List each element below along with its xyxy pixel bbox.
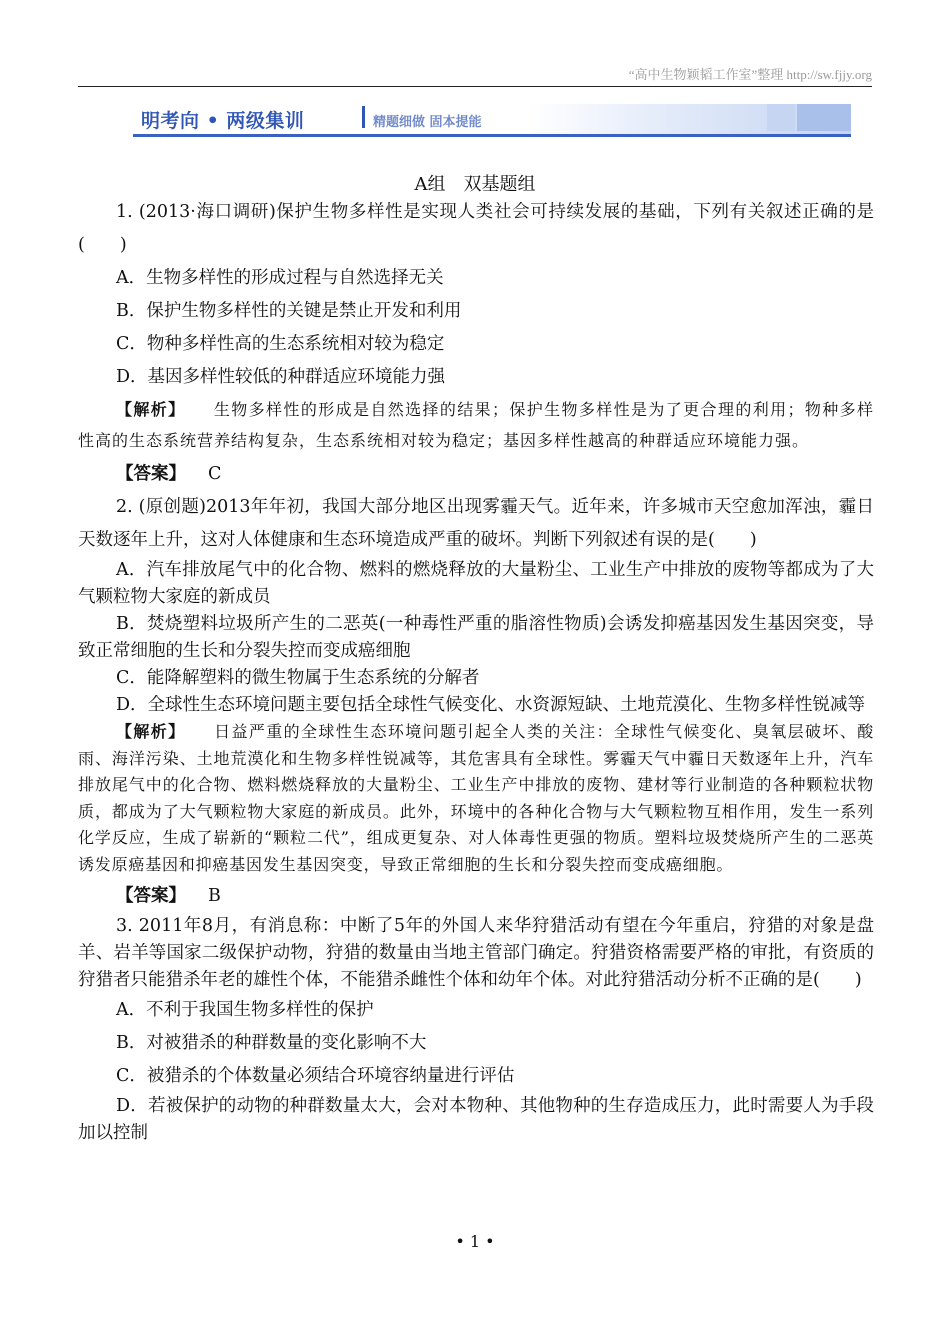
question-1-option-b: B．保护生物多样性的关键是禁止开发和利用 xyxy=(116,301,462,321)
question-1-option-a: A．生物多样性的形成过程与自然选择无关 xyxy=(116,268,444,288)
question-2-analysis xyxy=(78,719,874,878)
question-3-option-a: A．不利于我国生物多样性的保护 xyxy=(116,1000,374,1020)
banner-decor-block xyxy=(767,104,795,131)
section-title: A组 双基题组 xyxy=(414,174,536,195)
question-3-stem: 3. 2011年8月，有消息称：中断了5年的外国人来华狩猎活动有望在今年重启，狩猎的对象是盘羊、岩羊等国家二级保护动物，狩猎的数量由当地主管部门确定。狩猎资格需要严格的审批，有资质的狩猎者只能猎杀年老的雄性个体，不能猎杀雌性个体和幼年个体。对此狩猎活动分析不正确的是( ) xyxy=(78,916,874,990)
document-body xyxy=(78,196,874,1147)
question-1-answer xyxy=(78,458,874,491)
section-banner xyxy=(133,104,851,137)
page-number: • 1 • xyxy=(455,1232,495,1251)
answer-value: C xyxy=(208,464,222,484)
question-2-answer xyxy=(78,880,874,913)
question-3-option-b: B．对被猎杀的种群数量的变化影响不大 xyxy=(116,1033,427,1053)
answer-label: 【答案】 xyxy=(116,886,186,906)
question-2-option-a: A．汽车排放尾气中的化合物、燃料的燃烧释放的大量粉尘、工业生产中排放的废物等都成为了大气颗粒物大家庭的新成员 xyxy=(78,560,874,607)
header-rule xyxy=(78,86,872,87)
question-2-option-d: D．全球性生态环境问题主要包括全球性气候变化、水资源短缺、土地荒漠化、生物多样性锐减等 xyxy=(116,695,866,715)
answer-value: B xyxy=(208,886,221,906)
question-2-option-b: B．焚烧塑料垃圾所产生的二恶英(一种毒性严重的脂溶性物质)会诱发抑癌基因发生基因突变，导致正常细胞的生长和分裂失控而变成癌细胞 xyxy=(78,614,874,661)
header-note: “高中生物颖韬工作室”整理 http://sw.fjjy.org xyxy=(628,67,872,82)
banner-title: 明考向 • 两级集训 xyxy=(141,110,305,132)
banner-subtitle: 精题细做 固本提能 xyxy=(373,115,482,130)
banner-decor-block-end xyxy=(797,104,851,131)
question-2-stem: 2. (原创题)2013年年初，我国大部分地区出现雾霾天气。近年来，许多城市天空愈加浑浊，霾日天数逐年上升，这对人体健康和生态环境造成严重的破坏。判断下列叙述有误的是( ) xyxy=(78,497,874,550)
banner-separator xyxy=(362,106,365,128)
question-2-option-c: C．能降解塑料的微生物属于生态系统的分解者 xyxy=(116,668,480,688)
question-3-option-c: C．被猎杀的个体数量必须结合环境容纳量进行评估 xyxy=(116,1066,515,1086)
analysis-text: 生物多样性的形成是自然选择的结果；保护生物多样性是为了更合理的利用；物种多样性高的生态系统营养结构复杂，生态系统相对较为稳定；基因多样性越高的种群适应环境能力强。 xyxy=(78,400,874,450)
question-1-option-c: C．物种多样性高的生态系统相对较为稳定 xyxy=(116,334,445,354)
analysis-text: 日益严重的全球性生态环境问题引起全人类的关注：全球性气候变化、臭氧层破坏、酸雨、海洋污染、土地荒漠化和生物多样性锐减等，其危害具有全球性。雾霾天气中霾日天数逐年上升，汽车排放尾气中的化合物、燃料燃烧释放的大量粉尘、工业生产中排放的废物、建材等行业制造的各种颗粒状物质，都成为了大气颗粒物大家庭的新成员。此外，环境中的各种化合物与大气颗粒物互相作用，发生一系列化学反应，生成了崭新的“颗粒二代”，组成更复杂、对人体毒性更强的物质。塑料垃圾焚烧所产生的二恶英诱发原癌基因和抑癌基因发生基因突变，导致正常细胞的生长和分裂失控而变成癌细胞。 xyxy=(78,722,874,874)
question-1-analysis xyxy=(78,394,874,456)
question-1-stem: 1. (2013·海口调研)保护生物多样性是实现人类社会可持续发展的基础，下列有关叙述正确的是( ) xyxy=(78,202,874,255)
question-1-option-d: D．基因多样性较低的种群适应环境能力强 xyxy=(116,367,446,387)
answer-label: 【答案】 xyxy=(116,464,186,484)
analysis-label: 【解析】 xyxy=(116,400,186,419)
analysis-label: 【解析】 xyxy=(116,722,186,741)
question-3-option-d: D．若被保护的动物的种群数量太大，会对本物种、其他物种的生存造成压力，此时需要人为手段加以控制 xyxy=(78,1096,874,1143)
